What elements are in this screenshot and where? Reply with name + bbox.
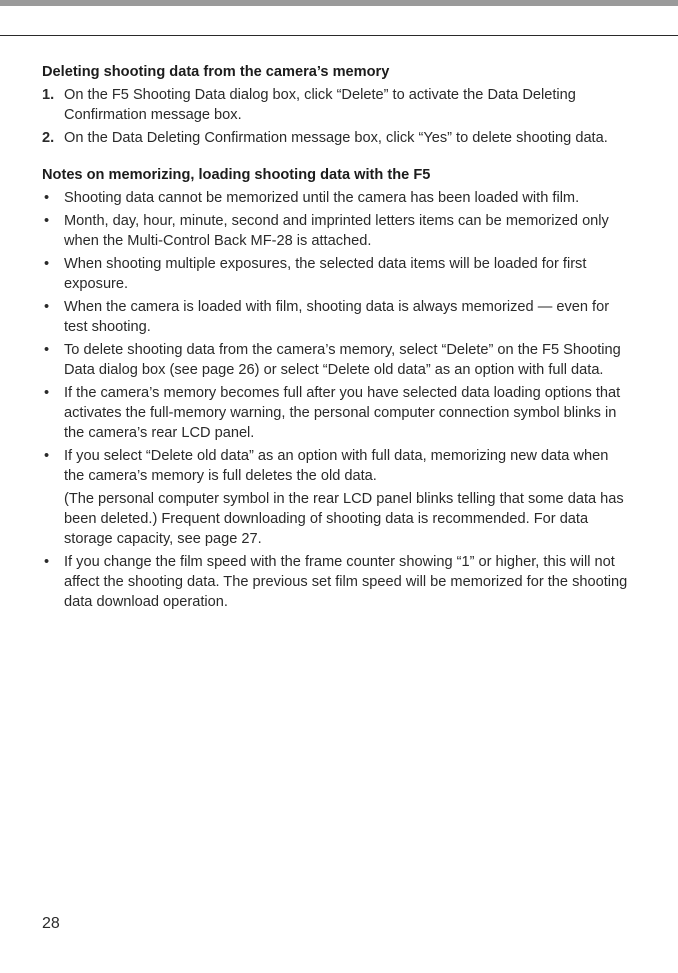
- top-edge-band: [0, 0, 678, 6]
- bullet-icon: •: [44, 213, 50, 229]
- note-text: When shooting multiple exposures, the selected data items will be loaded for first exposure.: [64, 256, 587, 292]
- step-item: [42, 128, 632, 148]
- bullet-icon: •: [44, 299, 50, 315]
- bullet-icon: •: [44, 385, 50, 401]
- step-text: On the F5 Shooting Data dialog box, click “Delete” to activate the Data Deleting Confirmation message box.: [64, 87, 576, 123]
- step-item: [42, 85, 632, 125]
- note-item: [42, 383, 632, 443]
- page-number: 28: [42, 915, 60, 932]
- notes-list: [42, 188, 632, 486]
- note-text: If the camera’s memory becomes full after you have selected data loading options that activates the full-memory warning, the personal computer connection symbol blinks in the camera’s rear LCD panel.: [64, 385, 621, 441]
- bullet-icon: •: [44, 342, 50, 358]
- bullet-icon: •: [44, 256, 50, 272]
- note-text: When the camera is loaded with film, shooting data is always memorized — even for test shooting.: [64, 299, 610, 335]
- manual-page-content: [42, 62, 632, 615]
- note-text: Month, day, hour, minute, second and imprinted letters items can be memorized only when the Multi-Control Back MF-28 is attached.: [64, 213, 609, 249]
- note-item: [42, 254, 632, 294]
- note-text: If you select “Delete old data” as an option with full data, memorizing new data when the camera’s memory is full deletes the old data.: [64, 448, 609, 484]
- note-text: If you change the film speed with the frame counter showing “1” or higher, this will not affect the shooting data. The previous set film speed will be memorized for the shooting data download operation.: [64, 554, 628, 610]
- note-item: [42, 446, 632, 486]
- note-item: [42, 211, 632, 251]
- bullet-icon: •: [44, 554, 50, 570]
- note-text: Shooting data cannot be memorized until the camera has been loaded with film.: [64, 190, 580, 206]
- heading-deleting-shooting-data: Deleting shooting data from the camera’s memory: [42, 64, 390, 80]
- step-text: On the Data Deleting Confirmation message box, click “Yes” to delete shooting data.: [64, 130, 608, 146]
- notes-list-continued: [42, 552, 632, 612]
- delete-steps-list: [42, 85, 632, 148]
- note-text: To delete shooting data from the camera’s memory, select “Delete” on the F5 Shooting Data dialog box (see page 26) or select “Delete old data” as an option with full data.: [64, 342, 621, 378]
- note-item: [42, 188, 632, 208]
- heading-notes-on-memorizing: Notes on memorizing, loading shooting data with the F5: [42, 167, 431, 183]
- bullet-icon: •: [44, 190, 50, 206]
- header-rule: [0, 35, 678, 36]
- step-number: 1.: [42, 87, 55, 103]
- note-item: [42, 297, 632, 337]
- bullet-icon: •: [44, 448, 50, 464]
- step-number: 2.: [42, 130, 55, 146]
- note-continuation-paragraph: (The personal computer symbol in the rear LCD panel blinks telling that some data has been deleted.) Frequent downloading of shooting data is recommended. For data storage capacity, see page 27.: [64, 491, 624, 547]
- note-item: [42, 340, 632, 380]
- note-item: [42, 552, 632, 612]
